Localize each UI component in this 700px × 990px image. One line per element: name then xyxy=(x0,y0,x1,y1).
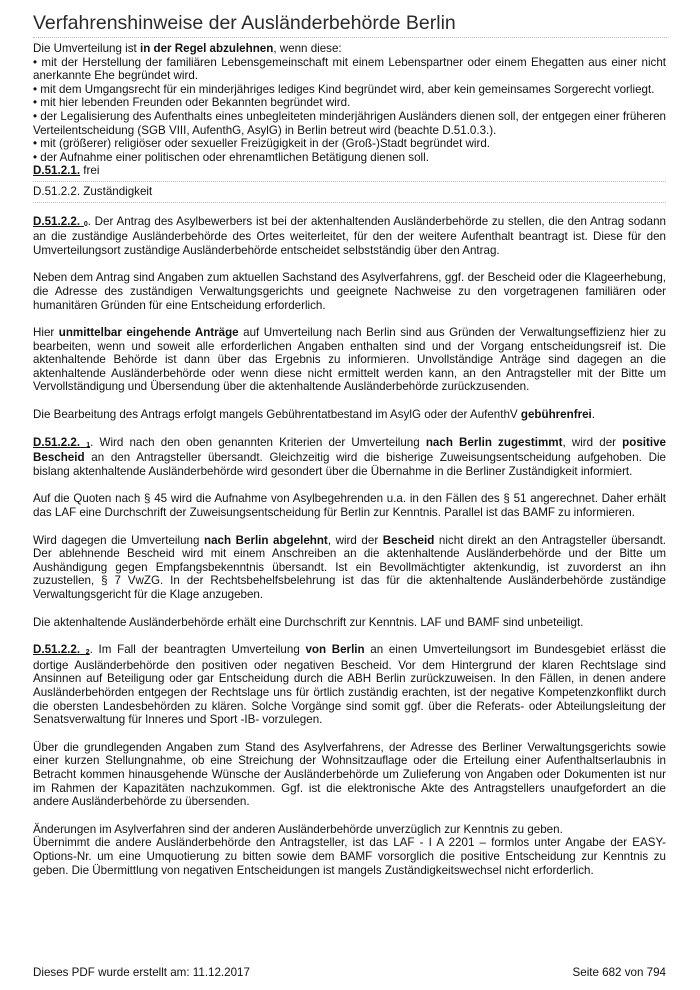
paragraph: Die aktenhaltende Ausländerbehörde erhält eine Durchschrift zur Kenntnis. LAF und BAMF sind unbeteiligt. xyxy=(33,615,584,629)
bullet-item: • mit hier lebenden Freunden oder Bekannten begründet wird. xyxy=(33,96,351,110)
bullet-item: • mit dem Umgangsrecht für ein minderjähriges lediges Kind begründet wird, aber kein gemeinsames Sorgerecht vorliegt. xyxy=(33,82,655,96)
footer-page-number: Seite 682 von 794 xyxy=(572,966,666,979)
paragraph: Die Bearbeitung des Antrags erfolgt mangels Gebührentatbestand im AsylG oder der AufenthV gebührenfrei. xyxy=(33,408,595,422)
paragraph: Wird dagegen die Umverteilung nach Berlin abgelehnt, wird der Bescheid nicht direkt an den Antragsteller übersandt. Der ablehnende Bescheid wird mit einem Anschreiben an die aktenhaltende Ausländerbehörde und der Bitte um Aushändigung gegen Empfangsbekenntnis übersandt. Ist ein Bevollmächtigter aktenkundig, ist zuvorderst an ihn zuzustellen, § 7 VwZG. In der Rechtsbehelfsbelehrung ist das für die aktenhaltende Ausländerbehörde zuständige Verwaltungsgericht für die Klage anzugeben. xyxy=(33,533,667,601)
footer-created-date: Dieses PDF wurde erstellt am: 11.12.2017 xyxy=(33,966,250,979)
title-divider xyxy=(33,37,667,38)
paragraph-d51-2-2-1: D.51.2.2. $_1$. Wird nach den oben genannten Kriterien der Umverteilung nach Berlin zugestimmt, wird der positive Bescheid an den Antragsteller übersandt. Gleichzeitig wird die bisherige Zuweisungsentscheidung aufgehoben. Die bislang aktenhaltende Ausländerbehörde wird gesondert über die Übernahme in die Berliner Zuständigkeit informiert. xyxy=(33,435,666,478)
bullet-item: • mit (größerer) religiöser oder sexueller Freizügigkeit in der (Groß-)Stadt begründet wird. xyxy=(33,137,491,151)
intro-lead: Die Umverteilung ist in der Regel abzulehnen, wenn diese: xyxy=(33,42,342,55)
section-heading: D.51.2.2. Zuständigkeit xyxy=(33,184,153,198)
document-body xyxy=(33,42,666,877)
section-divider xyxy=(33,181,666,182)
bullet-item: • der Aufnahme einer politischen oder ehrenamtlichen Betätigung dienen soll. xyxy=(33,150,429,164)
paragraph-d51-2-2-2: D.51.2.2. $_2$. Im Fall der beantragten Umverteilung von Berlin an einen Umverteilungsort im Bundesgebiet erlässt die dortige Ausländerbehörde den positiven oder negativen Bescheid. Vor dem Hintergrund der klaren Rechtslage sind Ansinnen auf Beteiligung oder gar Entscheidung durch die ABH Berlin zurückzuweisen. In den Fällen, in denen andere Ausländerbehörden entgegen der Rechtslage uns für örtlich zuständig erachten, ist der negative Kompetenzkonflikt durch die obersten Landesbehörden zu klären. Solche Vorgänge sind somit ggf. über die Referats- oder Abteilungsleitung der Senatsverwaltung für Inneres und Sport -IB- vorzulegen. xyxy=(33,643,666,727)
paragraph: Änderungen im Asylverfahren sind der anderen Ausländerbehörde unverzüglich zur Kenntnis zu geben. xyxy=(33,822,563,836)
paragraph-d51-2-2-0: D.51.2.2. $_0$. Der Antrag des Asylbewerbers ist bei der aktenhaltenden Ausländerbehörde zu stellen, die den Antrag sodann an die zuständige Ausländerbehörde des Ortes weiterleitet, für den der weitere Aufenthalt beantragt ist. Diese für den Umverteilungsort zuständige Ausländerbehörde entscheidet selbstständig über den Antrag. xyxy=(33,214,666,257)
paragraph: Neben dem Antrag sind Angaben zum aktuellen Sachstand des Asylverfahrens, ggf. der Bescheid oder die Klageerhebung, die Adresse des zuständigen Verwaltungsgerichts und geeignete Nachweise zu den vorgetragenen familiären oder humanitären Gründen für eine Entscheidung erforderlich. xyxy=(33,271,666,312)
section-divider xyxy=(33,202,666,203)
paragraph: Über die grundlegenden Angaben zum Stand des Asylverfahrens, der Adresse des Berliner Verwaltungsgerichts sowie einer kurzen Stellungnahme, ob eine Streichung der Wohnsitzauflage oder die Erteilung einer Aufenthaltserlaubnis in Betracht kommen hinausgehende Wünsche der Ausländerbehörde um Zulieferung von Angaben oder Dokumenten ist nur im Rahmen der Kapazitäten nachzukommen. Ggf. ist die elektronische Akte des Antragstellers unaufgefordert an die andere Ausländerbehörde zu übersenden. xyxy=(33,740,666,809)
section-d51-2-1: D.51.2.1. frei xyxy=(33,164,100,178)
bullet-item: • mit der Herstellung der familiären Lebensgemeinschaft mit einem Lebenspartner oder einem Ehegatten aus einer nicht anerkannte Ehe begründet wird. xyxy=(33,55,666,83)
bullet-item: • der Legalisierung des Aufenthalts eines unbegleiteten minderjährigen Ausländers dienen soll, der entgegen einer früheren Verteilentscheidung (SGB VIII, AufenthG, AsylG) in Berlin betreut wird (beachte D.51.0.3.). xyxy=(33,109,666,137)
page-title: Verfahrenshinweise der Ausländerbehörde Berlin xyxy=(33,12,456,34)
paragraph: Übernimmt die andere Ausländerbehörde den Antragsteller, ist das LAF - I A 2201 – formlos unter Angabe der EASY-Options-Nr. um eine Umquotierung zu bitten sowie dem BAMF vorsorglich die positive Entscheidung zur Kenntnis zu geben. Die Übermittlung von negativen Entscheidungen ist mangels Zuständigkeitswechsel nicht erforderlich. xyxy=(33,836,666,877)
paragraph: Auf die Quoten nach § 45 wird die Aufnahme von Asylbegehrenden u.a. in den Fällen des § 51 angerechnet. Daher erhält das LAF eine Durchschrift der Zuweisungsentscheidung für Berlin zur Kenntnis. Parallel ist das BAMF zu informieren. xyxy=(33,492,666,520)
paragraph: Hier unmittelbar eingehende Anträge auf Umverteilung nach Berlin sind aus Gründen der Verwaltungseffizienz hier zu bearbeiten, wenn und soweit alle erforderlichen Angaben enthalten sind und der Vorgang entscheidungsreif ist. Die aktenhaltende Behörde ist dann über das Ergebnis zu informieren. Unvollständige Anträge sind dagegen an die aktenhaltende Ausländerbehörde oder wenn diese nicht ermittelt werden kann, an den Antragsteller mit der Bitte um Vervollständigung und Übersendung über die aktenhaltende Ausländerbehörde zurückzusenden. xyxy=(33,326,667,394)
